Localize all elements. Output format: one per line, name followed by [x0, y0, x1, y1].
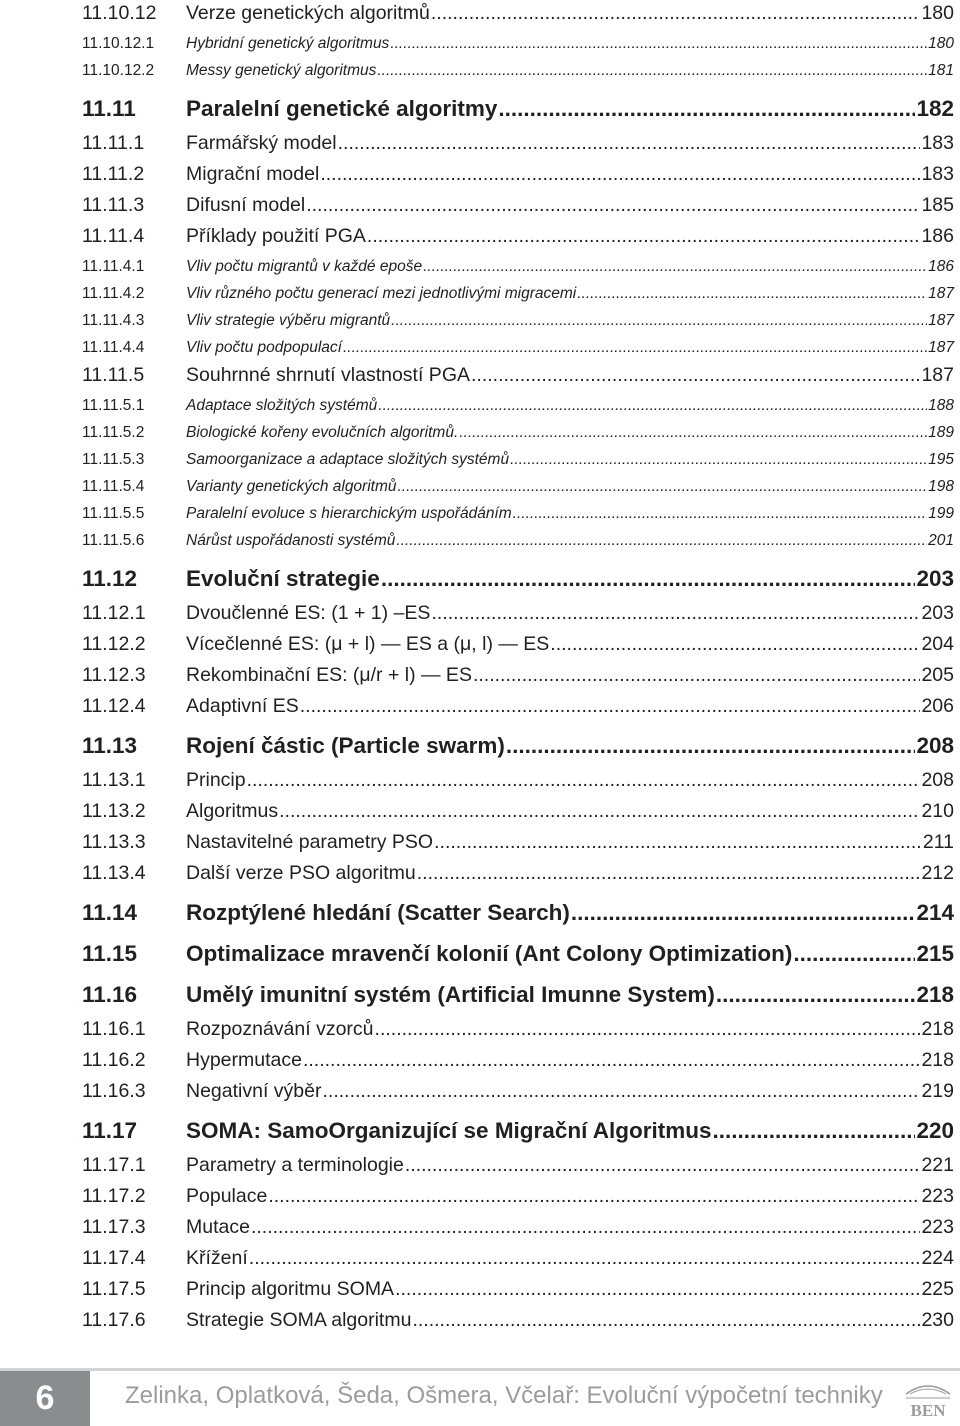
toc-entry-title: Difusní model — [186, 194, 306, 217]
toc-entry-page: 218 — [921, 1049, 954, 1072]
toc-entry[interactable] — [82, 1216, 954, 1239]
toc-entry-num: 11.10.12.1 — [82, 34, 155, 52]
toc-entry[interactable] — [82, 1278, 954, 1301]
toc-entry-num: 11.11.5.3 — [82, 450, 145, 468]
toc-entry-page: 181 — [928, 61, 954, 79]
toc-dot-leader — [577, 285, 927, 303]
toc-entry[interactable] — [82, 1154, 954, 1177]
toc-dot-leader — [322, 1080, 920, 1103]
toc-entry-title: Princip — [186, 769, 246, 792]
toc-entry-page: 180 — [928, 34, 954, 52]
logo-text: BEN — [910, 1401, 946, 1420]
toc-entry[interactable] — [82, 478, 954, 496]
toc-dot-leader — [249, 1247, 921, 1270]
toc-entry-page: 225 — [921, 1278, 954, 1301]
toc-entry-num: 11.16.3 — [82, 1080, 146, 1103]
toc-entry[interactable] — [82, 695, 954, 718]
toc-entry-page: 203 — [921, 602, 954, 625]
toc-dot-leader — [434, 831, 922, 854]
toc-entry-title: Souhrnné shrnutí vlastností PGA — [186, 364, 470, 387]
toc-entry-num: 11.13.1 — [82, 769, 146, 792]
toc-entry-num: 11.11.5.4 — [82, 477, 145, 495]
toc-entry-title: Hypermutace — [186, 1049, 302, 1072]
toc-entry-title: Paralelní genetické algoritmy — [186, 96, 498, 122]
toc-entry-num: 11.13.2 — [82, 800, 146, 823]
toc-entry[interactable] — [82, 664, 954, 687]
toc-entry[interactable] — [82, 225, 954, 248]
toc-dot-leader — [375, 1018, 921, 1041]
toc-entry-page: 215 — [916, 941, 954, 967]
toc-dot-leader — [303, 1049, 920, 1072]
toc-entry-page: 187 — [921, 364, 954, 387]
book-title: Zelinka, Oplatková, Šeda, Ošmera, Včelař: Evoluční výpočetní techniky — [125, 1382, 883, 1409]
toc-entry-num: 11.11.2 — [82, 163, 145, 186]
toc-entry-page: 219 — [921, 1080, 954, 1103]
toc-entry-num: 11.10.12.2 — [82, 61, 155, 79]
toc-dot-leader — [343, 339, 927, 357]
toc-entry-title: Vliv počtu podpopulací — [186, 338, 342, 356]
toc-entry-num: 11.11.5 — [82, 364, 145, 387]
toc-entry-title: Samoorganizace a adaptace složitých systémů — [186, 450, 510, 468]
toc-entry[interactable] — [82, 602, 954, 625]
toc-entry[interactable] — [82, 1118, 954, 1144]
toc-dot-leader — [510, 451, 927, 469]
toc-entry[interactable] — [82, 862, 954, 885]
toc-entry-num: 11.16 — [82, 982, 138, 1008]
toc-entry-title: Dvoučlenné ES: (1 + 1) –ES — [186, 602, 431, 625]
toc-entry[interactable] — [82, 397, 954, 415]
toc-entry[interactable] — [82, 532, 954, 550]
toc-dot-leader — [398, 478, 928, 496]
toc-entry-num: 11.13 — [82, 733, 138, 759]
toc-entry-page: 223 — [921, 1216, 954, 1239]
toc-entry-title: Příklady použití PGA — [186, 225, 366, 248]
toc-entry-page: 201 — [928, 531, 954, 549]
toc-entry[interactable] — [82, 424, 954, 442]
toc-entry[interactable] — [82, 733, 954, 759]
toc-entry[interactable] — [82, 451, 954, 469]
toc-entry-title: Negativní výběr — [186, 1080, 322, 1103]
toc-entry-title: Parametry a terminologie — [186, 1154, 404, 1177]
toc-entry-page: 206 — [921, 695, 954, 718]
toc-dot-leader — [473, 664, 921, 687]
toc-entry-num: 11.17.2 — [82, 1185, 146, 1208]
toc-entry-num: 11.16.1 — [82, 1018, 146, 1041]
toc-entry-num: 11.13.3 — [82, 831, 146, 854]
toc-entry-page: 189 — [928, 423, 954, 441]
toc-dot-leader — [412, 1309, 920, 1332]
toc-entry-title: Nastavitelné parametry PSO — [186, 831, 434, 854]
toc-entry[interactable] — [82, 800, 954, 823]
page-number: 6 — [0, 1371, 90, 1426]
toc-entry-title: Rozptýlené hledání (Scatter Search) — [186, 900, 570, 926]
toc-dot-leader — [506, 733, 916, 759]
toc-entry-num: 11.17 — [82, 1118, 138, 1144]
toc-dot-leader — [513, 505, 927, 523]
toc-dot-leader — [471, 364, 920, 387]
toc-entry-num: 11.17.3 — [82, 1216, 146, 1239]
toc-entry-title: Varianty genetických algoritmů — [186, 477, 397, 495]
toc-entry-title: Paralelní evoluce s hierarchickým uspořádáním — [186, 504, 512, 522]
toc-entry[interactable] — [82, 1018, 954, 1041]
toc-entry-num: 11.11.4.2 — [82, 284, 145, 302]
toc-entry[interactable] — [82, 1309, 954, 1332]
toc-dot-leader — [396, 532, 927, 550]
toc-entry-num: 11.14 — [82, 900, 138, 926]
toc-entry[interactable] — [82, 163, 954, 186]
toc-entry-num: 11.12 — [82, 566, 138, 592]
toc-dot-leader — [377, 62, 927, 80]
toc-dot-leader — [793, 941, 915, 967]
toc-entry-num: 11.12.1 — [82, 602, 146, 625]
toc-entry-num: 11.11.4.1 — [82, 257, 145, 275]
toc-entry-page: 199 — [928, 504, 954, 522]
toc-entry-page: 185 — [921, 194, 954, 217]
toc-entry-page: 208 — [916, 733, 954, 759]
toc-entry-title: Křížení — [186, 1247, 248, 1270]
toc-entry[interactable] — [82, 258, 954, 276]
toc-dot-leader — [405, 1154, 921, 1177]
toc-entry-num: 11.12.4 — [82, 695, 146, 718]
toc-entry[interactable] — [82, 1247, 954, 1270]
toc-entry-page: 187 — [928, 284, 954, 302]
toc-entry-title: Rojení částic (Particle swarm) — [186, 733, 505, 759]
toc-dot-leader — [367, 225, 921, 248]
toc-entry-page: 195 — [928, 450, 954, 468]
toc-entry-title: Mutace — [186, 1216, 250, 1239]
toc-entry-page: 212 — [921, 862, 954, 885]
toc-entry-page: 230 — [921, 1309, 954, 1332]
toc-entry-num: 11.11.4 — [82, 225, 145, 248]
toc-dot-leader — [716, 982, 916, 1008]
toc-dot-leader — [390, 35, 927, 53]
toc-entry-num: 11.17.4 — [82, 1247, 146, 1270]
toc-entry-num: 11.17.6 — [82, 1309, 146, 1332]
toc-entry-page: 182 — [916, 96, 954, 122]
toc-dot-leader — [459, 424, 927, 442]
toc-dot-leader — [381, 566, 916, 592]
toc-entry-page: 204 — [921, 633, 954, 656]
toc-entry[interactable] — [82, 312, 954, 330]
toc-entry-page: 183 — [921, 163, 954, 186]
toc-dot-leader — [571, 900, 916, 926]
toc-entry-num: 11.17.5 — [82, 1278, 146, 1301]
toc-entry-title: Migrační model — [186, 163, 320, 186]
toc-entry[interactable] — [82, 62, 954, 80]
footer-rule — [0, 1368, 960, 1371]
toc-dot-leader — [550, 633, 920, 656]
toc-entry-title: Farmářský model — [186, 132, 337, 155]
toc-dot-leader — [338, 132, 921, 155]
toc-entry[interactable] — [82, 285, 954, 303]
toc-dot-leader — [279, 800, 920, 823]
toc-entry-page: 220 — [916, 1118, 954, 1144]
toc-entry[interactable] — [82, 941, 954, 967]
toc-dot-leader — [247, 769, 921, 792]
toc-entry-page: 210 — [921, 800, 954, 823]
toc-entry[interactable] — [82, 900, 954, 926]
toc-entry-page: 198 — [928, 477, 954, 495]
toc-entry-page: 203 — [916, 566, 954, 592]
toc-entry[interactable] — [82, 2, 954, 25]
toc-entry-title: Strategie SOMA algoritmu — [186, 1309, 412, 1332]
toc-entry-num: 11.11.5.1 — [82, 396, 145, 414]
toc-entry-title: Optimalizace mravenčí kolonií (Ant Colony Optimization) — [186, 941, 793, 967]
toc-entry[interactable] — [82, 566, 954, 592]
toc-entry-num: 11.12.3 — [82, 664, 146, 687]
toc-entry-page: 180 — [921, 2, 954, 25]
toc-entry[interactable] — [82, 35, 954, 53]
toc-dot-leader — [300, 695, 921, 718]
toc-entry[interactable] — [82, 831, 954, 854]
toc-entry-title: Biologické kořeny evolučních algoritmů. — [186, 423, 459, 441]
toc-entry-title: Algoritmus — [186, 800, 279, 823]
toc-entry-page: 224 — [921, 1247, 954, 1270]
toc-entry-page: 208 — [921, 769, 954, 792]
toc-dot-leader — [378, 397, 927, 415]
toc-dot-leader — [306, 194, 920, 217]
toc-entry[interactable] — [82, 194, 954, 217]
toc-entry[interactable] — [82, 1080, 954, 1103]
toc-entry-page: 223 — [921, 1185, 954, 1208]
toc-entry-page: 183 — [921, 132, 954, 155]
toc-entry[interactable] — [82, 1185, 954, 1208]
toc-dot-leader — [417, 862, 921, 885]
toc-entry-title: Rekombinační ES: (μ/r + l) — ES — [186, 664, 472, 687]
toc-entry-page: 218 — [916, 982, 954, 1008]
toc-entry[interactable] — [82, 339, 954, 357]
toc-entry-title: Umělý imunitní systém (Artificial Imunne System) — [186, 982, 715, 1008]
toc-dot-leader — [713, 1118, 916, 1144]
toc-entry-num: 11.11.5.6 — [82, 531, 145, 549]
toc-entry-num: 11.11.4.3 — [82, 311, 145, 329]
toc-dot-leader — [251, 1216, 921, 1239]
toc-entry[interactable] — [82, 364, 954, 387]
toc-entry[interactable] — [82, 633, 954, 656]
toc-entry-title: Verze genetických algoritmů — [186, 2, 430, 25]
toc-entry-title: Další verze PSO algoritmu — [186, 862, 416, 885]
toc-entry-num: 11.11.1 — [82, 132, 145, 155]
toc-entry[interactable] — [82, 505, 954, 523]
toc-entry-title: Hybridní genetický algoritmus — [186, 34, 390, 52]
toc-entry[interactable] — [82, 132, 954, 155]
toc-entry-title: Vícečlenné ES: (μ + l) — ES a (μ, l) — ES — [186, 633, 550, 656]
toc-entry-title: Princip algoritmu SOMA — [186, 1278, 395, 1301]
toc-dot-leader — [320, 163, 920, 186]
toc-entry-title: Messy genetický algoritmus — [186, 61, 377, 79]
toc-entry-page: 205 — [921, 664, 954, 687]
toc-entry[interactable] — [82, 1049, 954, 1072]
toc-entry-num: 11.12.2 — [82, 633, 146, 656]
toc-entry-page: 218 — [921, 1018, 954, 1041]
toc-entry-num: 11.11 — [82, 96, 136, 122]
toc-dot-leader — [423, 258, 927, 276]
toc-entry-num: 11.11.5.5 — [82, 504, 145, 522]
toc-entry-page: 186 — [921, 225, 954, 248]
toc-entry[interactable] — [82, 96, 954, 122]
toc-entry-title: Vliv počtu migrantů v každé epoše — [186, 257, 423, 275]
toc-entry-title: Vliv strategie výběru migrantů — [186, 311, 391, 329]
toc-entry-title: Adaptivní ES — [186, 695, 299, 718]
toc-entry-page: 214 — [916, 900, 954, 926]
toc-entry-title: Nárůst uspořádanosti systémů — [186, 531, 396, 549]
toc-entry-num: 11.11.3 — [82, 194, 145, 217]
toc-entry-title: Vliv různého počtu generací mezi jednotlivými migracemi — [186, 284, 577, 302]
ben-publisher-logo-icon — [900, 1376, 956, 1422]
toc-entry-page: 186 — [928, 257, 954, 275]
toc-entry-num: 11.17.1 — [82, 1154, 146, 1177]
toc-dot-leader — [498, 96, 915, 122]
toc-entry-page: 187 — [928, 338, 954, 356]
toc-entry-title: SOMA: SamoOrganizující se Migrační Algoritmus — [186, 1118, 712, 1144]
toc-entry-title: Populace — [186, 1185, 268, 1208]
toc-entry-num: 11.16.2 — [82, 1049, 146, 1072]
toc-dot-leader — [268, 1185, 920, 1208]
toc-entry[interactable] — [82, 769, 954, 792]
toc-entry-num: 11.15 — [82, 941, 138, 967]
toc-entry-num: 11.11.4.4 — [82, 338, 145, 356]
toc-entry-num: 11.13.4 — [82, 862, 146, 885]
toc-entry-page: 211 — [922, 831, 954, 854]
toc-entry[interactable] — [82, 982, 954, 1008]
page-footer — [0, 1368, 960, 1426]
toc-entry-title: Rozpoznávání vzorců — [186, 1018, 374, 1041]
toc-entry-page: 187 — [928, 311, 954, 329]
toc-entry-num: 11.11.5.2 — [82, 423, 145, 441]
toc-dot-leader — [391, 312, 927, 330]
toc-dot-leader — [431, 2, 921, 25]
toc-entry-page: 188 — [928, 396, 954, 414]
toc-entry-title: Adaptace složitých systémů — [186, 396, 378, 414]
toc-dot-leader — [395, 1278, 920, 1301]
toc-entry-title: Evoluční strategie — [186, 566, 380, 592]
toc-entry-page: 221 — [921, 1154, 954, 1177]
toc-dot-leader — [431, 602, 920, 625]
toc-entry-num: 11.10.12 — [82, 2, 157, 25]
